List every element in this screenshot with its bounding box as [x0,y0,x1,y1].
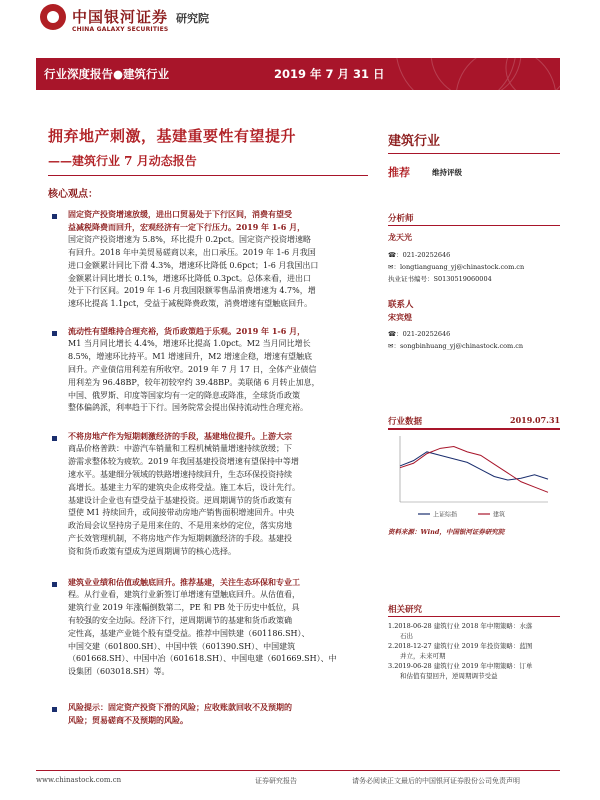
paragraph-risk [68,701,368,727]
paragraph-line: 金额累计同比增长 0.1%，增速环比降低 0.3pct。总体来看，进出口 [68,273,311,283]
footer-divider [36,770,560,771]
paragraph-line: 速水平。基建细分领域的铁路增速持续回升，生态环保投资持续 [68,469,292,479]
paragraph-line: 商品价格普跌：中游汽车销量和工程机械销量增速持续放缓；下 [68,443,292,453]
paragraph-line: 建筑行业 2019 年涨幅倒数第二，PE 和 PB 处于历史中低位，具 [68,602,300,612]
paragraph-line: 用利差为 96.48BP，较年初较窄约 39.48BP。美联储 6 月转止加息， [68,377,320,387]
analyst-email[interactable]: ✉：longtianguang_yj@chinastock.com.cn [388,263,525,271]
institute-name: 研究院 [176,12,209,25]
bullet-icon [52,214,57,219]
paragraph-line: 建筑业业绩和估值或触底回升。推荐基建，关注生态环保和专业工 [68,577,300,587]
report-banner [36,58,560,90]
analyst-name: 龙天光 [388,232,412,242]
related-divider [388,616,560,617]
series-line-1 [400,447,548,493]
contact-phone: ☎：021-20252646 [388,330,451,338]
analyst-divider [388,225,560,226]
paragraph-line: 风险；贸易磋商不及预期的风险。 [68,714,188,725]
market-data-divider [388,428,560,430]
related-item[interactable]: 石出 [400,632,413,640]
contact-email[interactable]: ✉：songbinhuang_yj@chinastock.com.cn [388,342,524,350]
related-item[interactable]: 2.2018-12-27 建筑行业 2019 年投资策略：蓝图 [388,642,533,650]
paragraph-line: 政治局会议坚持房子是用来住的、不是用来炒的定位，落实房地 [68,521,292,531]
paragraph-line: 8.5%，增速环比持平。M1 增速回升，M2 增速企稳，增速有望触底 [68,351,312,361]
related-item[interactable]: 1.2018-06-28 建筑行业 2018 年中期策略：水落 [388,622,533,630]
paragraph-line: 速环比提高 1.1pct，受益于减税降费政策，消费增速有望触底回升。 [68,299,313,309]
core-label: 核心观点： [48,189,98,200]
paragraph-line: 望使 M1 持续回升，或间接带动房地产销售面积增速回升。中央 [68,508,295,518]
footer-doc-type: 证券研究报告 [255,777,297,785]
paragraph-line: M1 当月同比增长 4.4%，增速环比提高 1.0pct。M2 当月同比增长 [68,338,311,348]
paragraph-line: 益减税降费而回升，宏观经济有一定下行压力。2019 年 1-6 月， [68,221,306,232]
analyst-header: 分析师 [388,214,414,224]
footer-disclaimer: 请务必阅读正文最后的中国银河证券股份公司免责声明 [352,777,520,785]
analyst-phone: ☎：021-20252646 [388,251,451,259]
related-item[interactable]: 和估值有望回升，逆周期调节受益 [400,672,498,680]
paragraph-line: 中国、俄罗斯、印度等国家均有一定的降息或降准，全球货币政策 [68,390,300,400]
paragraph-line: 中国交建（601800.SH）、中国中铁（601390.SH）、中国建筑 [68,641,296,651]
paragraph-line: 有较强的安全边际。经济下行，逆周期调节的基建和货币政策确 [68,615,292,625]
paragraph-recommendation [68,576,368,679]
logo-text: 中国银河证券 [72,8,169,26]
report-date: 2019 年 7 月 31 日 [274,67,385,81]
paragraph-line: 有回升。2018 年中美贸易磋商以来，出口承压。2019 年 1-6 月我国 [68,247,316,257]
paragraph-line: 资和货币政策有望成为逆周期调节的核心选择。 [68,547,236,557]
related-item[interactable]: 3.2019-06-28 建筑行业 2019 年中期策略：订单 [388,662,533,670]
paragraph-line: 程。从行业看，建筑行业新签订单增速有望触底回升。从估值看， [68,589,300,599]
paragraph-line: 基建设计企业也有望受益于基建投资。逆周期调节的货币政策有 [68,495,292,505]
paragraph-liquidity [68,325,368,415]
sidebar-divider [388,153,560,154]
contact-name: 宋宾煌 [388,312,412,322]
paragraph-line: 设集团（603018.SH）等。 [68,667,170,677]
market-data-header: 行业数据 [388,417,423,427]
logo-english: CHINA GALAXY SECURITIES [72,26,169,33]
paragraph-line: 流动性有望维持合理充裕，货币政策趋于乐观。2019 年 1-6 月， [68,326,306,336]
paragraph-line: 定性高，基建产业链个股有望受益。推荐中国铁建（601186.SH）、 [68,628,310,638]
paragraph-line: 固定资产投资增速放缓，进出口贸易处于下行区间，消费有望受 [68,209,292,219]
report-subtitle: ——建筑行业 7 月动态报告 [48,154,197,168]
paragraph-line: 高增长。基建主力军的建筑央企成将受益。施工本后，设计先行。 [68,482,300,492]
report-title: 拥弃地产刺激，基建重要性有望提升 [48,127,297,145]
paragraph-line: 国定资产投资增速为 5.8%，环比提升 0.2pct。国定资产投资增速略 [68,234,311,244]
bullet-icon [52,436,57,441]
related-header: 相关研究 [388,605,423,615]
market-line-chart [388,432,560,522]
industry-name: 建筑行业 [388,134,441,149]
series-line-0 [400,452,548,480]
paragraph-line: 不将房地产作为短期刺激经济的手段，基建地位提升。上游大宗 [68,431,292,441]
paragraph-line: 风险提示：固定资产投资下滑的风险；应收账款回收不及预期的 [68,702,292,712]
paragraph-infrastructure [68,430,368,559]
paragraph-line: 处于下行区间。2019 年 1-6 月我国限额零售品消费增速为 4.7%，增 [68,286,316,296]
related-item[interactable]: 并立，未来可期 [400,652,446,660]
paragraph-macro [68,208,368,311]
bullet-icon [52,707,57,712]
paragraph-line: 游需求整体较为疲软。2019 年我国基建投资增速有望保持中等增 [68,456,299,466]
paragraph-line: 产长效管理机制，不将房地产作为短期刺激经济的手段。基建投 [68,534,292,544]
bullet-icon [52,331,57,336]
logo-icon-center [47,11,59,23]
legend-label: 上证综指 [433,511,458,519]
analyst-certificate: 执业证书编号：S0130519060004 [388,275,492,283]
title-divider [48,175,368,176]
paragraph-line: （601668.SH）、中国中冶（601618.SH）、中国电建（601669.SH）、中 [68,654,337,664]
legend-label: 建筑 [493,511,506,519]
rating-label: 推荐 [388,166,410,179]
footer-website[interactable]: www.chinastock.com.cn [36,776,122,784]
bullet-icon [52,582,57,587]
paragraph-line: 整体偏鸽派，利率趋于下行。国务院常会提出保持流动性合理充裕。 [68,403,308,413]
contact-header: 联系人 [388,300,414,310]
rating-note: 维持评级 [432,168,462,177]
paragraph-line: 进口金额累计同比下滑 4.3%，增速环比降低 0.6pct；1-6 月我国出口 [68,260,319,270]
paragraph-line: 回升。产业债信用利差有所收窄。2019 年 7 月 17 日，全体产业债信 [68,364,317,374]
market-data-date: 2019.07.31 [510,415,561,425]
report-category: 行业深度报告●建筑行业 [44,67,170,81]
chart-source: 资料来源：Wind，中国银河证券研究院 [388,528,505,536]
related-list [388,621,560,681]
